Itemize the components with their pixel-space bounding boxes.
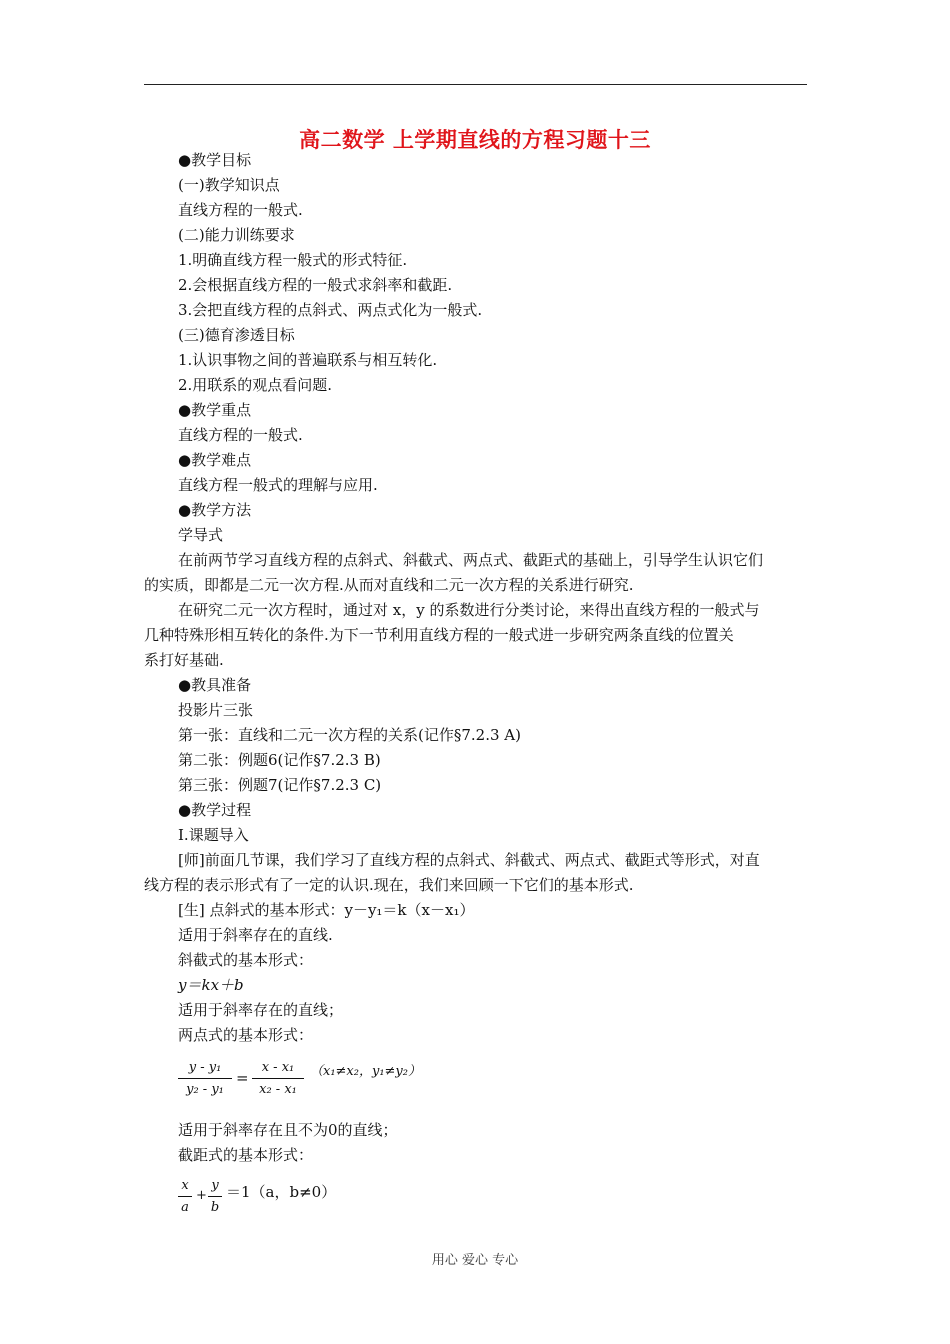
text-line: 3.会把直线方程的点斜式、两点式化为一般式. [178, 301, 483, 319]
plus-sign: + [196, 1188, 207, 1203]
text-line: 在前两节学习直线方程的点斜式、斜截式、两点式、截距式的基础上，引导学生认识它们 [178, 551, 764, 569]
text-line: 截距式的基本形式： [178, 1146, 314, 1164]
text-line: 第二张：例题6(记作§7.2.3 B) [178, 751, 381, 769]
text-line: 2.会根据直线方程的一般式求斜率和截距. [178, 276, 453, 294]
formula-rest: ＝1（a，b≠0） [226, 1183, 337, 1201]
text-line: 适用于斜率存在的直线； [178, 1001, 344, 1019]
text-line: 学导式 [178, 526, 224, 544]
text-line: ●教学方法 [178, 501, 252, 519]
header-rule [144, 84, 807, 85]
text-line: 几种特殊形相互转化的条件.为下一节利用直线方程的一般式进一步研究两条直线的位置关 [144, 626, 734, 644]
fraction-bar [208, 1196, 222, 1197]
text-line: ●教具准备 [178, 676, 252, 694]
text-line: 1.认识事物之间的普遍联系与相互转化. [178, 351, 438, 369]
text-line: 直线方程一般式的理解与应用. [178, 476, 378, 494]
fraction-bar [178, 1078, 232, 1079]
text-line: [师]前面几节课，我们学习了直线方程的点斜式、斜截式、两点式、截距式等形式，对直 [178, 851, 760, 869]
fraction-bar [178, 1196, 192, 1197]
text-line: [生] 点斜式的基本形式：y－y₁＝k（x－x₁） [178, 901, 475, 919]
text-line: 1.明确直线方程一般式的形式特征. [178, 251, 408, 269]
fraction-numerator: x - x₁ [261, 1060, 295, 1075]
fraction-numerator: y [211, 1178, 219, 1193]
text-line: 两点式的基本形式： [178, 1026, 314, 1044]
fraction-bar [252, 1078, 304, 1079]
fraction-numerator: y - y₁ [188, 1060, 222, 1075]
text-line: ●教学重点 [178, 401, 252, 419]
text-line: 系打好基础. [144, 651, 224, 669]
text-line: 第一张：直线和二元一次方程的关系(记作§7.2.3 A) [178, 726, 521, 744]
fraction-denominator: x₂ - x₁ [259, 1082, 297, 1097]
text-line: 适用于斜率存在且不为0的直线； [178, 1121, 398, 1139]
text-line: 投影片三张 [178, 701, 254, 719]
text-line: (一)教学知识点 [178, 176, 280, 194]
fraction-left [178, 1060, 232, 1097]
text-line: (二)能力训练要求 [178, 226, 295, 244]
text-line: 在研究二元一次方程时，通过对 x，y 的系数进行分类讨论，来得出直线方程的一般式与 [178, 601, 760, 619]
fraction-right [252, 1060, 304, 1097]
text-line: 线方程的表示形式有了一定的认识.现在，我们来回顾一下它们的基本形式. [144, 876, 634, 894]
formula-condition: （x₁≠x₂，y₁≠y₂） [310, 1064, 421, 1079]
fraction-numerator: x [181, 1178, 189, 1193]
fraction-denominator: a [181, 1200, 189, 1215]
page-title: 高二数学 上学期直线的方程习题十三 [299, 128, 651, 152]
text-line: 斜截式的基本形式： [178, 951, 314, 969]
equals-sign: = [236, 1069, 249, 1087]
fraction-y-over-b [208, 1178, 222, 1215]
text-line: ●教学难点 [178, 451, 252, 469]
text-line: 直线方程的一般式. [178, 426, 303, 444]
text-line: 2.用联系的观点看问题. [178, 376, 333, 394]
text-line: 适用于斜率存在的直线. [178, 926, 333, 944]
text-line: ●教学目标 [178, 151, 252, 169]
formula-slope-intercept: y＝kx＋b [178, 976, 244, 994]
text-line: 的实质，即都是二元一次方程.从而对直线和二元一次方程的关系进行研究. [144, 576, 634, 594]
text-line: (三)德育渗透目标 [178, 326, 295, 344]
fraction-denominator: y₂ - y₁ [186, 1082, 224, 1097]
text-line: 第三张：例题7(记作§7.2.3 C) [178, 776, 382, 794]
text-line: Ⅰ.课题导入 [178, 826, 249, 844]
text-line: 直线方程的一般式. [178, 201, 303, 219]
fraction-x-over-a [178, 1178, 192, 1215]
page-footer: 用心 爱心 专心 [431, 1253, 519, 1268]
fraction-denominator: b [210, 1200, 220, 1215]
text-line: ●教学过程 [178, 801, 252, 819]
